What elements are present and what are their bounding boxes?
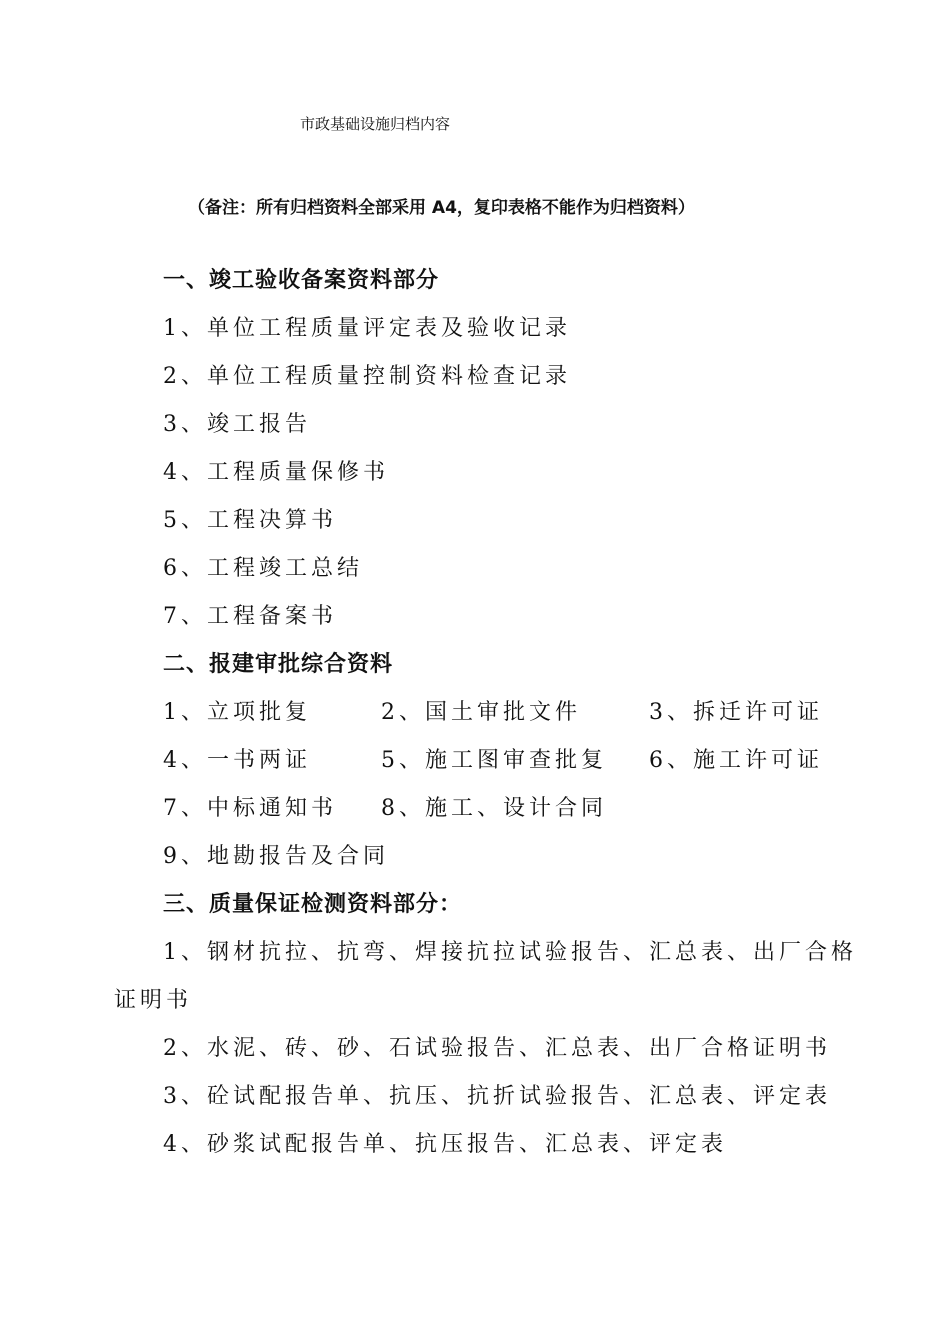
section-2-item: 3、拆迁许可证 [649, 700, 823, 725]
section-2-item: 8、施工、设计合同 [381, 796, 607, 821]
archive-note: （备注：所有归档资料全部采用 A4，复印表格不能作为归档资料） [188, 198, 695, 218]
section-3-item: 4、砂浆试配报告单、抗压报告、汇总表、评定表 [163, 1132, 727, 1157]
section-2-item: 4、一书两证 [163, 748, 311, 773]
section-3-heading: 三、质量保证检测资料部分： [163, 892, 463, 917]
section-2-item: 5、施工图审查批复 [381, 748, 607, 773]
section-3-item: 3、砼试配报告单、抗压、抗折试验报告、汇总表、评定表 [163, 1084, 831, 1109]
section-1-item: 4、工程质量保修书 [163, 460, 389, 485]
section-1-item: 3、竣工报告 [163, 412, 311, 437]
section-3-item: 2、水泥、砖、砂、石试验报告、汇总表、出厂合格证明书 [163, 1036, 831, 1061]
page-title: 市政基础设施归档内容 [300, 115, 451, 133]
section-2-item: 9、地勘报告及合同 [163, 844, 389, 869]
section-1-item: 5、工程决算书 [163, 508, 337, 533]
section-1-item: 7、工程备案书 [163, 604, 337, 629]
section-2-heading: 二、报建审批综合资料 [163, 652, 394, 677]
section-2-item: 2、国土审批文件 [381, 700, 581, 725]
section-2-item: 7、中标通知书 [163, 796, 337, 821]
section-1-item: 2、单位工程质量控制资料检查记录 [163, 364, 571, 389]
section-1-heading: 一、竣工验收备案资料部分 [163, 268, 440, 293]
section-2-item: 1、立项批复 [163, 700, 311, 725]
section-1-item: 6、工程竣工总结 [163, 556, 363, 581]
section-3-item-continued: 证明书 [114, 988, 193, 1013]
section-3-item: 1、钢材抗拉、抗弯、焊接抗拉试验报告、汇总表、出厂合格 [163, 940, 857, 965]
section-2-item: 6、施工许可证 [649, 748, 823, 773]
section-1-item: 1、单位工程质量评定表及验收记录 [163, 316, 571, 341]
